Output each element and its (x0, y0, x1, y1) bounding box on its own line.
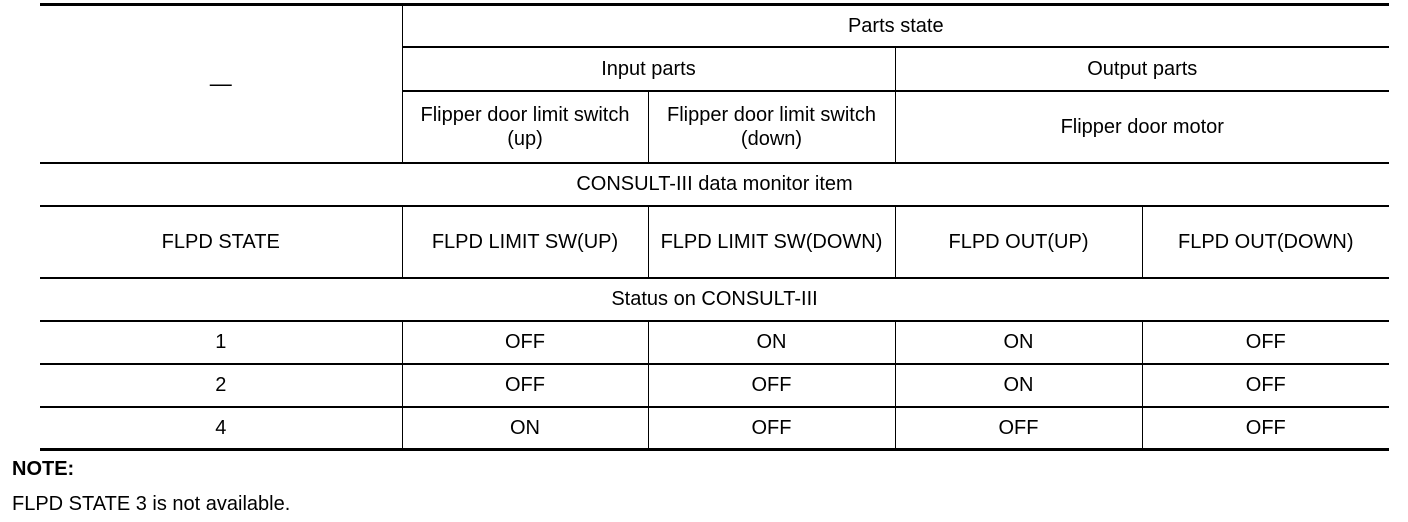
out-down-cell: OFF (1142, 321, 1389, 364)
corner-cell: — (40, 5, 402, 163)
monitor-item-limit-up: FLPD LIMIT SW(UP) (402, 206, 648, 278)
input-parts-header: Input parts (402, 47, 895, 91)
consult-monitor-item-header: CONSULT-III data monitor item (40, 163, 1389, 206)
door-motor-header: Flipper door motor (895, 91, 1389, 163)
state-cell: 2 (40, 364, 402, 407)
limit-switch-up-header: Flipper door limit switch (up) (402, 91, 648, 163)
table-row (40, 321, 1389, 364)
note-title: NOTE: (12, 458, 75, 480)
out-down-cell: OFF (1142, 364, 1389, 407)
out-down-cell: OFF (1142, 407, 1389, 450)
note-text: FLPD STATE 3 is not available. (12, 493, 291, 515)
limit-down-cell: OFF (648, 364, 895, 407)
limit-up-cell: ON (402, 407, 648, 450)
monitor-item-state: FLPD STATE (40, 206, 402, 278)
table-header-row (40, 5, 1389, 47)
limit-up-cell: OFF (402, 364, 648, 407)
state-cell: 4 (40, 407, 402, 450)
table-row (40, 407, 1389, 450)
limit-up-cell: OFF (402, 321, 648, 364)
status-header: Status on CONSULT-III (40, 278, 1389, 321)
table-section-row (40, 278, 1389, 321)
limit-switch-down-header: Flipper door limit switch (down) (648, 91, 895, 163)
table-header-row (40, 206, 1389, 278)
monitor-item-out-down: FLPD OUT(DOWN) (1142, 206, 1389, 278)
out-up-cell: OFF (895, 407, 1142, 450)
out-up-cell: ON (895, 364, 1142, 407)
flipper-door-status-table (40, 3, 1389, 451)
limit-down-cell: OFF (648, 407, 895, 450)
table-section-row (40, 163, 1389, 206)
table-row (40, 364, 1389, 407)
out-up-cell: ON (895, 321, 1142, 364)
output-parts-header: Output parts (895, 47, 1389, 91)
monitor-item-limit-down: FLPD LIMIT SW(DOWN) (648, 206, 895, 278)
limit-down-cell: ON (648, 321, 895, 364)
state-cell: 1 (40, 321, 402, 364)
parts-state-header: Parts state (402, 5, 1389, 47)
monitor-item-out-up: FLPD OUT(UP) (895, 206, 1142, 278)
